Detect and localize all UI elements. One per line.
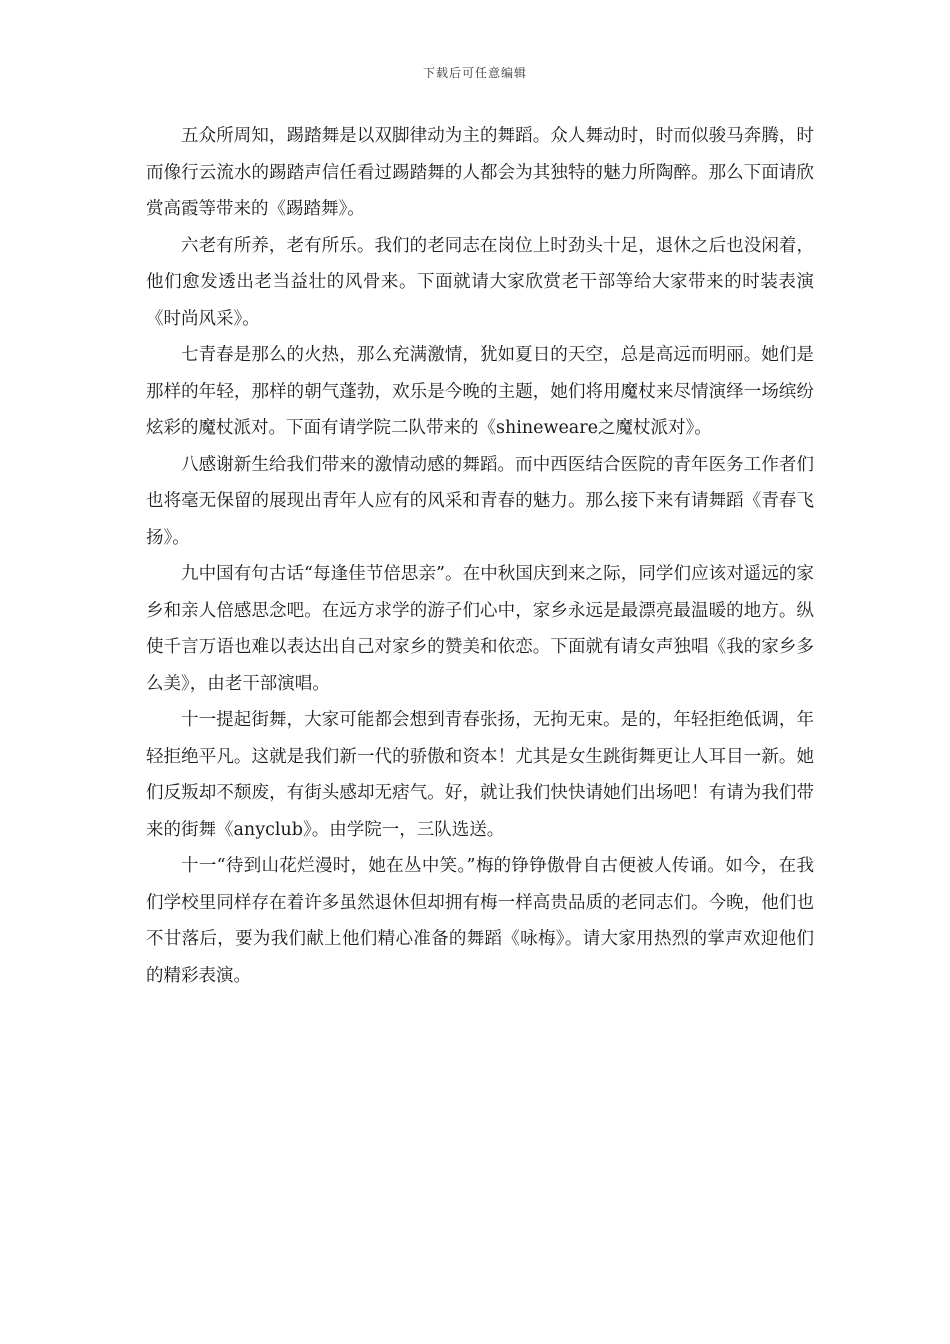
paragraph: 十一“待到山花烂漫时，她在丛中笑。”梅的铮铮傲骨自古便被人传诵。如今，在我们学校里同样存在着许多虽然退休但却拥有梅一样高贵品质的老同志们。今晚，他们也不甘落后，要为我们献上他们精心准备的舞蹈《咏梅》。请大家用热烈的掌声欢迎他们的精彩表演。 — [146, 856, 814, 986]
page-header: 下载后可任意编辑 — [422, 66, 527, 80]
paragraph: 七青春是那么的火热，那么充满激情，犹如夏日的天空，总是高远而明丽。她们是那样的年轻，那样的朝气蓬勃，欢乐是今晚的主题，她们将用魔杖来尽情演绎一场缤纷炫彩的魔杖派对。下面有请学院二队带来的《shineweare之魔杖派对》。 — [146, 345, 814, 438]
document-body — [146, 118, 814, 994]
paragraph: 五众所周知，踢踏舞是以双脚律动为主的舞蹈。众人舞动时，时而似骏马奔腾，时而像行云流水的踢踏声信任看过踢踏舞的人都会为其独特的魅力所陶醉。那么下面请欣赏高霞等带来的《踢踏舞》。 — [146, 126, 814, 219]
paragraph: 九中国有句古话“每逢佳节倍思亲”。在中秋国庆到来之际，同学们应该对遥远的家乡和亲人倍感思念吧。在远方求学的游子们心中，家乡永远是最漂亮最温暖的地方。纵使千言万语也难以表达出自己对家乡的赞美和依恋。下面就有请女声独唱《我的家乡多么美》，由老干部演唱。 — [146, 564, 814, 694]
paragraph: 十一提起街舞，大家可能都会想到青春张扬，无拘无束。是的，年轻拒绝低调，年轻拒绝平凡。这就是我们新一代的骄傲和资本！尤其是女生跳街舞更让人耳目一新。她们反叛却不颓废，有街头感却无痞气。好，就让我们快快请她们出场吧！有请为我们带来的街舞《anyclub》。由学院一，三队选送。 — [146, 710, 814, 840]
paragraph: 六老有所养，老有所乐。我们的老同志在岗位上时劲头十足，退休之后也没闲着，他们愈发透出老当益壮的风骨来。下面就请大家欣赏老干部等给大家带来的时装表演《时尚风采》。 — [146, 235, 814, 329]
paragraph: 八感谢新生给我们带来的激情动感的舞蹈。而中西医结合医院的青年医务工作者们也将毫无保留的展现出青年人应有的风采和青春的魅力。那么接下来有请舞蹈《青春飞扬》。 — [146, 454, 814, 548]
